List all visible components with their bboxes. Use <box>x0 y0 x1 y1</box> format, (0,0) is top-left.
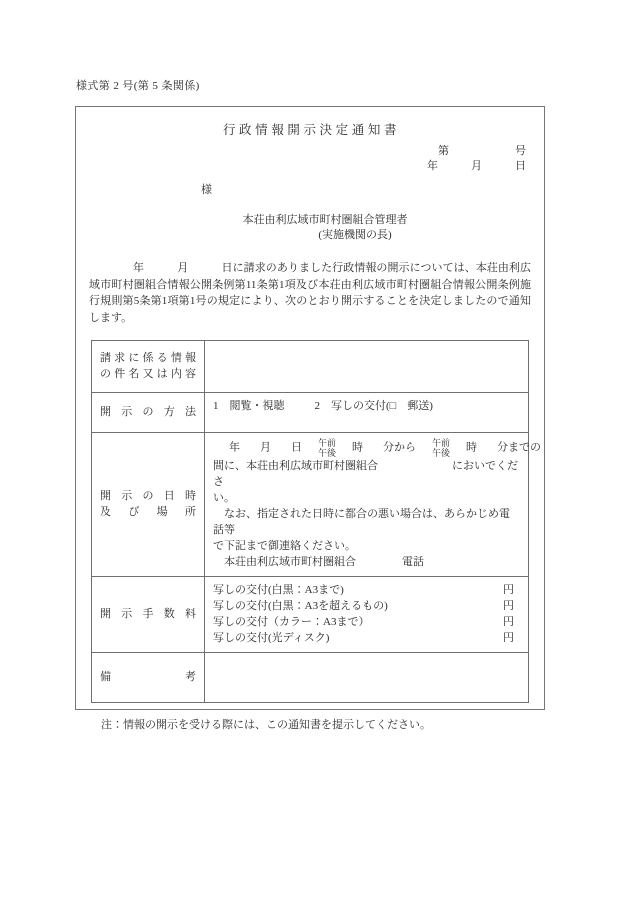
fee-item <box>213 614 520 630</box>
document-number-line: 第 号 <box>438 145 526 157</box>
fee-item <box>213 598 520 614</box>
datetime-hour-start[interactable]: 時 <box>352 441 364 454</box>
method-option-viewing[interactable]: 1 閲覧・視聴 <box>213 400 285 412</box>
ampm-selector-start[interactable] <box>318 438 336 458</box>
row-label-remarks <box>92 653 205 703</box>
datetime-day[interactable]: 日 <box>291 441 302 454</box>
form-number: 様式第 2 号(第 5 条関係) <box>76 80 200 92</box>
fee-item-unit[interactable]: 円 <box>503 616 514 628</box>
footer-note: 注：情報の開示を受ける際には、この通知書を提示してください。 <box>101 719 431 731</box>
fee-item-name: 写しの交付(光ディスク) <box>213 632 330 644</box>
fee-item-name: 写しの交付(白黒：A3まで) <box>213 584 344 596</box>
row-label-datetime-line1: 開示の日時 <box>100 490 196 502</box>
body-text: 年 月 日に請求のありました行政情報の開示については、本荘由利広域市町村圏組合情報公開条例第11条第1項及び本荘由利広域市町村圏組合情報公開条例施行規則第5条第1項第1号の規定により、次のとおり開示することを決定しましたので通知します。 <box>89 262 531 324</box>
place-tail: においでくださ <box>213 460 518 488</box>
fee-item-unit[interactable]: 円 <box>503 584 514 596</box>
fee-item <box>213 582 520 598</box>
issuer-block <box>76 213 544 243</box>
contact-org: 本荘由利広域市町村圏組合 <box>224 556 356 568</box>
datetime-notice-line2: で下記まで御連絡ください。 <box>213 540 356 552</box>
row-value-datetime <box>205 433 542 577</box>
datetime-contact-line <box>213 554 520 570</box>
table-row-datetime <box>92 433 529 577</box>
table-row-fee <box>92 577 529 653</box>
row-label-method <box>92 393 205 433</box>
datetime-month[interactable]: 月 <box>260 441 271 454</box>
table-row-remarks <box>92 653 529 703</box>
ampm-am-end[interactable]: 午前 <box>432 437 451 448</box>
row-label-datetime <box>92 433 205 577</box>
document-meta <box>76 144 544 174</box>
table-row-method <box>92 393 529 433</box>
ampm-pm-start[interactable]: 午後 <box>318 447 337 458</box>
ampm-am-start[interactable]: 午前 <box>318 437 337 448</box>
method-option-copy[interactable]: 2 写しの交付(□ 郵送) <box>314 400 433 412</box>
row-label-fee <box>92 577 205 653</box>
ampm-selector-end[interactable] <box>432 438 450 458</box>
row-label-fee-text: 開示手数料 <box>100 608 196 620</box>
row-value-subject[interactable] <box>205 341 529 393</box>
datetime-first-line <box>213 437 542 458</box>
fee-item-unit[interactable]: 円 <box>503 632 514 644</box>
table-row-subject <box>92 341 529 393</box>
datetime-minute-until[interactable]: 分までの <box>497 441 542 454</box>
datetime-year[interactable]: 年 <box>229 441 240 454</box>
datetime-notice-line1: なお、指定された日時に都合の悪い場合は、あらかじめ電話等 <box>213 508 510 536</box>
row-label-subject-line1: 請求に係る情報 <box>100 352 196 364</box>
issuer-name: 本荘由利広域市町村圏組合管理者 <box>242 214 408 226</box>
issuer-role: (実施機関の長) <box>318 229 392 241</box>
fee-item <box>213 630 520 646</box>
row-label-method-text: 開示の方法 <box>100 406 196 418</box>
disclosure-table <box>91 340 542 703</box>
addressee-line: 様 <box>201 184 212 196</box>
datetime-hour-end[interactable]: 時 <box>466 441 478 454</box>
row-value-fee <box>205 577 529 653</box>
fee-item-unit[interactable]: 円 <box>503 600 514 612</box>
document-sheet <box>75 106 545 731</box>
row-label-subject-line2: の件名又は内容 <box>100 368 196 380</box>
datetime-minute-from[interactable]: 分から <box>383 441 417 454</box>
contact-tel-label: 電話 <box>402 556 424 568</box>
row-label-remarks-text: 備考 <box>100 671 196 683</box>
datetime-place-line <box>213 458 520 490</box>
row-label-subject <box>92 341 205 393</box>
document-title: 行政情報開示決定通知書 <box>222 123 401 137</box>
place-head: 間に、本荘由利広域市町村圏組合 <box>213 460 378 472</box>
ampm-pm-end[interactable]: 午後 <box>432 447 451 458</box>
body-paragraph <box>89 260 531 326</box>
fee-item-name: 写しの交付（カラー：A3まで） <box>213 616 370 628</box>
document-date-line: 年 月 日 <box>427 160 526 172</box>
row-value-remarks[interactable] <box>205 653 529 703</box>
fee-list <box>213 582 520 646</box>
datetime-place-wrap: い。 <box>213 492 235 504</box>
fee-item-name: 写しの交付(白黒：A3を超えるもの) <box>213 600 388 612</box>
row-value-method <box>205 393 529 433</box>
row-label-datetime-line2: 及び場所 <box>100 506 196 518</box>
